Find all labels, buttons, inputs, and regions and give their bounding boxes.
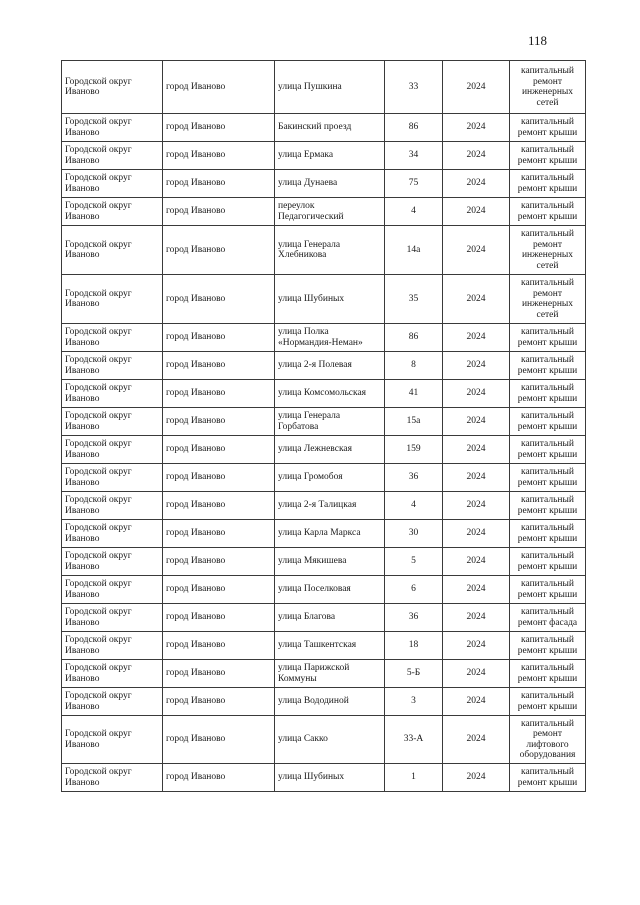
house-number-cell: 33 [385,61,443,114]
okrug-cell: Городской округ Иваново [62,324,163,352]
street-cell: улица Вододиной [275,688,385,716]
house-number-cell: 4 [385,492,443,520]
table-row [62,764,586,792]
table-row [62,604,586,632]
city-cell: город Иваново [163,492,275,520]
year-cell: 2024 [443,170,510,198]
okrug-cell: Городской округ Иваново [62,520,163,548]
repair-registry-table [61,60,586,792]
year-cell: 2024 [443,632,510,660]
street-cell: улица 2-я Талицкая [275,492,385,520]
house-number-cell: 5-Б [385,660,443,688]
table-row [62,61,586,114]
city-cell: город Иваново [163,520,275,548]
table-row [62,688,586,716]
year-cell: 2024 [443,275,510,324]
table-row [62,492,586,520]
street-cell: улица Благова [275,604,385,632]
year-cell: 2024 [443,198,510,226]
year-cell: 2024 [443,380,510,408]
table-row [62,436,586,464]
table-row [62,352,586,380]
year-cell: 2024 [443,716,510,764]
work-type-cell: капитальный ремонт крыши [510,198,586,226]
street-cell: улица Карла Маркса [275,520,385,548]
street-cell: улица Мякишева [275,548,385,576]
table-row [62,275,586,324]
okrug-cell: Городской округ Иваново [62,61,163,114]
house-number-cell: 15а [385,408,443,436]
okrug-cell: Городской округ Иваново [62,170,163,198]
city-cell: город Иваново [163,632,275,660]
street-cell: улица Ермака [275,142,385,170]
city-cell: город Иваново [163,548,275,576]
okrug-cell: Городской округ Иваново [62,660,163,688]
city-cell: город Иваново [163,170,275,198]
table-row [62,632,586,660]
city-cell: город Иваново [163,688,275,716]
work-type-cell: капитальный ремонт инженерных сетей [510,275,586,324]
work-type-cell: капитальный ремонт крыши [510,380,586,408]
okrug-cell: Городской округ Иваново [62,632,163,660]
table-row [62,142,586,170]
year-cell: 2024 [443,520,510,548]
work-type-cell: капитальный ремонт крыши [510,170,586,198]
city-cell: город Иваново [163,408,275,436]
okrug-cell: Городской округ Иваново [62,464,163,492]
house-number-cell: 4 [385,198,443,226]
table-row [62,408,586,436]
year-cell: 2024 [443,688,510,716]
street-cell: улица Поселковая [275,576,385,604]
street-cell: улица Лежневская [275,436,385,464]
city-cell: город Иваново [163,436,275,464]
okrug-cell: Городской округ Иваново [62,604,163,632]
year-cell: 2024 [443,142,510,170]
work-type-cell: капитальный ремонт крыши [510,660,586,688]
work-type-cell: капитальный ремонт крыши [510,324,586,352]
okrug-cell: Городской округ Иваново [62,114,163,142]
year-cell: 2024 [443,226,510,275]
work-type-cell: капитальный ремонт крыши [510,548,586,576]
house-number-cell: 30 [385,520,443,548]
work-type-cell: капитальный ремонт крыши [510,632,586,660]
work-type-cell: капитальный ремонт инженерных сетей [510,226,586,275]
table-row [62,170,586,198]
year-cell: 2024 [443,548,510,576]
city-cell: город Иваново [163,764,275,792]
okrug-cell: Городской округ Иваново [62,198,163,226]
work-type-cell: капитальный ремонт крыши [510,492,586,520]
work-type-cell: капитальный ремонт крыши [510,464,586,492]
city-cell: город Иваново [163,114,275,142]
okrug-cell: Городской округ Иваново [62,352,163,380]
registry-table-body [62,61,586,792]
street-cell: улица Шубиных [275,764,385,792]
house-number-cell: 36 [385,464,443,492]
table-row [62,380,586,408]
house-number-cell: 8 [385,352,443,380]
okrug-cell: Городской округ Иваново [62,764,163,792]
year-cell: 2024 [443,464,510,492]
work-type-cell: капитальный ремонт крыши [510,520,586,548]
okrug-cell: Городской округ Иваново [62,576,163,604]
okrug-cell: Городской округ Иваново [62,142,163,170]
house-number-cell: 5 [385,548,443,576]
city-cell: город Иваново [163,142,275,170]
work-type-cell: капитальный ремонт крыши [510,142,586,170]
house-number-cell: 159 [385,436,443,464]
table-row [62,716,586,764]
house-number-cell: 86 [385,114,443,142]
street-cell: улица 2-я Полевая [275,352,385,380]
work-type-cell: капитальный ремонт крыши [510,688,586,716]
house-number-cell: 75 [385,170,443,198]
year-cell: 2024 [443,408,510,436]
street-cell: улица Комсомольская [275,380,385,408]
okrug-cell: Городской округ Иваново [62,275,163,324]
street-cell: улица Шубиных [275,275,385,324]
street-cell: улица Дунаева [275,170,385,198]
house-number-cell: 1 [385,764,443,792]
city-cell: город Иваново [163,716,275,764]
city-cell: город Иваново [163,226,275,275]
work-type-cell: капитальный ремонт инженерных сетей [510,61,586,114]
work-type-cell: капитальный ремонт крыши [510,764,586,792]
house-number-cell: 14а [385,226,443,275]
city-cell: город Иваново [163,464,275,492]
street-cell: улица Ташкентская [275,632,385,660]
city-cell: город Иваново [163,352,275,380]
house-number-cell: 3 [385,688,443,716]
year-cell: 2024 [443,576,510,604]
house-number-cell: 33-А [385,716,443,764]
okrug-cell: Городской округ Иваново [62,688,163,716]
street-cell: улица Полка «Нормандия-Неман» [275,324,385,352]
year-cell: 2024 [443,436,510,464]
work-type-cell: капитальный ремонт крыши [510,436,586,464]
table-row [62,660,586,688]
city-cell: город Иваново [163,198,275,226]
okrug-cell: Городской округ Иваново [62,548,163,576]
year-cell: 2024 [443,604,510,632]
house-number-cell: 6 [385,576,443,604]
year-cell: 2024 [443,352,510,380]
street-cell: улица Громобоя [275,464,385,492]
okrug-cell: Городской округ Иваново [62,492,163,520]
house-number-cell: 35 [385,275,443,324]
table-row [62,548,586,576]
street-cell: улица Генерала Хлебникова [275,226,385,275]
house-number-cell: 86 [385,324,443,352]
year-cell: 2024 [443,492,510,520]
table-row [62,198,586,226]
okrug-cell: Городской округ Иваново [62,226,163,275]
okrug-cell: Городской округ Иваново [62,380,163,408]
city-cell: город Иваново [163,380,275,408]
work-type-cell: капитальный ремонт крыши [510,352,586,380]
table-row [62,114,586,142]
work-type-cell: капитальный ремонт крыши [510,576,586,604]
work-type-cell: капитальный ремонт крыши [510,114,586,142]
work-type-cell: капитальный ремонт лифтового оборудования [510,716,586,764]
house-number-cell: 18 [385,632,443,660]
house-number-cell: 36 [385,604,443,632]
year-cell: 2024 [443,764,510,792]
okrug-cell: Городской округ Иваново [62,716,163,764]
year-cell: 2024 [443,114,510,142]
okrug-cell: Городской округ Иваново [62,436,163,464]
table-row [62,324,586,352]
year-cell: 2024 [443,324,510,352]
city-cell: город Иваново [163,660,275,688]
street-cell: улица Пушкина [275,61,385,114]
street-cell: улица Генерала Горбатова [275,408,385,436]
street-cell: переулок Педагогический [275,198,385,226]
house-number-cell: 41 [385,380,443,408]
city-cell: город Иваново [163,324,275,352]
street-cell: Бакинский проезд [275,114,385,142]
work-type-cell: капитальный ремонт крыши [510,408,586,436]
city-cell: город Иваново [163,275,275,324]
house-number-cell: 34 [385,142,443,170]
year-cell: 2024 [443,61,510,114]
okrug-cell: Городской округ Иваново [62,408,163,436]
city-cell: город Иваново [163,604,275,632]
table-row [62,226,586,275]
street-cell: улица Парижской Коммуны [275,660,385,688]
table-row [62,464,586,492]
street-cell: улица Сакко [275,716,385,764]
table-row [62,520,586,548]
table-row [62,576,586,604]
city-cell: город Иваново [163,576,275,604]
work-type-cell: капитальный ремонт фасада [510,604,586,632]
city-cell: город Иваново [163,61,275,114]
year-cell: 2024 [443,660,510,688]
page-number: 118 [528,33,548,48]
